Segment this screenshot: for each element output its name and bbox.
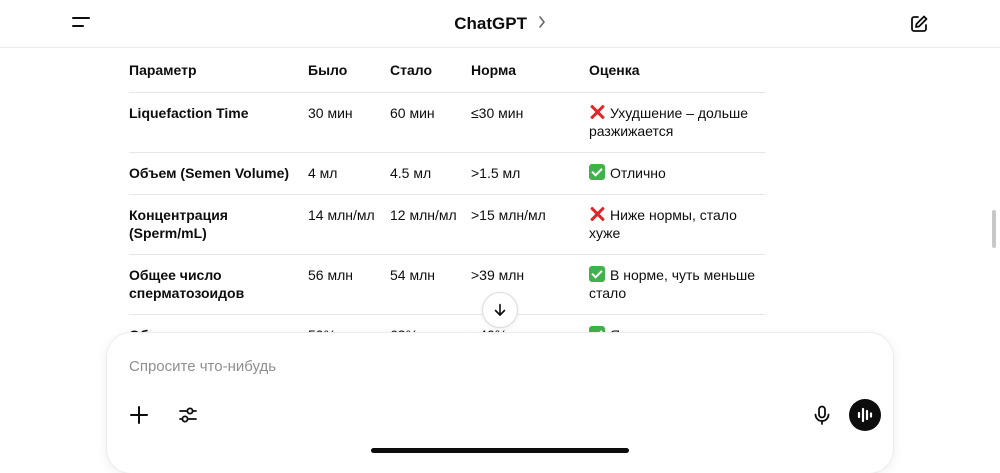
voice-waveform-icon	[855, 405, 875, 425]
norm-cell: >1.5 мл	[471, 153, 589, 195]
assessment-text: В норме, чуть меньше стало	[589, 267, 756, 301]
norm-cell: ≤30 мин	[471, 93, 589, 153]
table-row	[129, 195, 765, 255]
column-header: Параметр	[129, 47, 308, 93]
chevron-right-icon	[538, 13, 546, 33]
attach-button[interactable]	[124, 400, 154, 430]
results-table	[129, 47, 765, 357]
arrow-down-icon	[493, 303, 507, 317]
scroll-to-bottom-button[interactable]	[482, 292, 518, 328]
scrollbar-thumb[interactable]	[992, 210, 996, 248]
before-cell: 4 мл	[308, 153, 390, 195]
chat-title[interactable]	[0, 13, 1000, 34]
dictate-button[interactable]	[807, 400, 837, 430]
column-header: Стало	[390, 47, 471, 93]
top-bar	[0, 0, 1000, 48]
check-mark-icon	[589, 266, 605, 282]
after-cell: 54 млн	[390, 255, 471, 315]
microphone-icon	[811, 404, 833, 426]
before-cell: 14 млн/мл	[308, 195, 390, 255]
assessment-cell	[589, 153, 765, 195]
after-cell: 60 мин	[390, 93, 471, 153]
param-cell: Концентрация (Sperm/mL)	[129, 195, 308, 255]
assessment-text: Отлично	[610, 165, 666, 181]
column-header: Было	[308, 47, 390, 93]
results-table-container	[129, 47, 765, 334]
table-header-row	[129, 47, 765, 93]
new-chat-button[interactable]	[904, 9, 934, 39]
assessment-cell	[589, 195, 765, 255]
param-cell: Общее число сперматозоидов	[129, 255, 308, 315]
assessment-text: Ниже нормы, стало хуже	[589, 207, 737, 241]
assessment-text: Ухудшение – дольше разжижается	[589, 105, 749, 139]
cross-mark-icon	[589, 206, 605, 222]
check-mark-icon	[589, 164, 605, 180]
tools-button[interactable]	[173, 400, 203, 430]
cross-mark-icon	[589, 104, 605, 120]
before-cell: 30 мин	[308, 93, 390, 153]
assessment-cell	[589, 255, 765, 315]
param-cell: Liquefaction Time	[129, 93, 308, 153]
voice-mode-button[interactable]	[849, 399, 881, 431]
page-title[interactable]: ChatGPT	[454, 13, 527, 33]
assessment-cell	[589, 93, 765, 153]
message-input[interactable]	[129, 355, 729, 377]
norm-cell: >15 млн/мл	[471, 195, 589, 255]
table-row	[129, 255, 765, 315]
after-cell: 12 млн/мл	[390, 195, 471, 255]
column-header: Оценка	[589, 47, 765, 93]
norm-cell: >39 млн	[471, 255, 589, 315]
column-header: Норма	[471, 47, 589, 93]
after-cell: 4.5 мл	[390, 153, 471, 195]
before-cell: 56 млн	[308, 255, 390, 315]
home-indicator[interactable]	[371, 448, 629, 453]
plus-icon	[128, 404, 150, 426]
table-row	[129, 93, 765, 153]
sliders-icon	[177, 404, 199, 426]
param-cell: Объем (Semen Volume)	[129, 153, 308, 195]
table-row	[129, 153, 765, 195]
compose-icon	[909, 14, 929, 34]
